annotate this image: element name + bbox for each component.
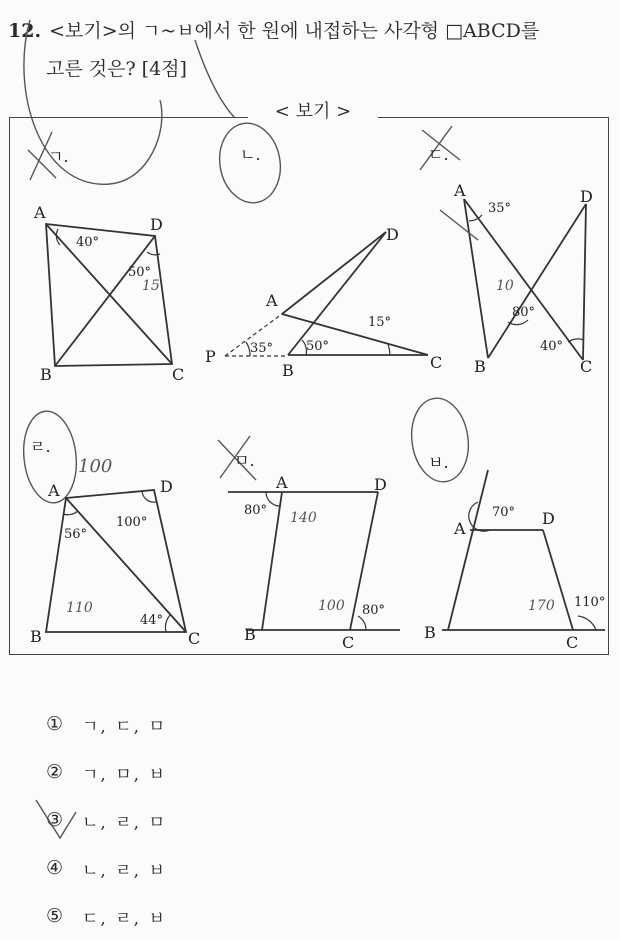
- bogi-title: < 보기 >: [248, 98, 378, 126]
- figure-f-label: ㅂ.: [428, 453, 449, 472]
- choice-5-number: ⑤: [46, 905, 64, 927]
- choice-2-text: ㄱ, ㅁ, ㅂ: [82, 764, 167, 785]
- choice-2[interactable]: [46, 748, 167, 796]
- fig-e-point-a: A: [276, 473, 288, 492]
- fig-d-angle-44: 44°: [140, 613, 164, 628]
- fig-e-angle-80b: 80°: [362, 603, 386, 618]
- hand-num-100a: 100: [78, 456, 113, 477]
- fig-a-point-a: A: [34, 203, 46, 222]
- fig-a-point-d: D: [150, 215, 163, 234]
- choice-4[interactable]: [46, 844, 167, 892]
- fig-b-point-p: P: [205, 347, 216, 366]
- fig-b-point-b: B: [282, 361, 294, 380]
- hand-num-170: 170: [528, 598, 555, 614]
- fig-b-point-a: A: [266, 291, 278, 310]
- fig-a-point-c: C: [172, 365, 185, 384]
- fig-c-point-a: A: [454, 181, 466, 200]
- hand-num-110: 110: [66, 600, 93, 616]
- choice-3-text: ㄴ, ㄹ, ㅁ: [82, 812, 167, 833]
- fig-b-point-c: C: [430, 353, 443, 372]
- fig-a-angle-50: 50°: [128, 265, 152, 280]
- fig-f-point-a: A: [454, 519, 466, 538]
- fig-f-point-d: D: [542, 509, 555, 528]
- hand-num-140: 140: [290, 510, 317, 526]
- fig-b-angle-35: 35°: [250, 341, 274, 356]
- fig-e-point-d: D: [374, 475, 387, 494]
- fig-c-point-c: C: [580, 357, 593, 376]
- figure-a-quad: [46, 224, 172, 366]
- fig-d-angle-100: 100°: [116, 515, 148, 530]
- pencil-tick: [195, 40, 235, 118]
- fig-d-point-d: D: [160, 477, 173, 496]
- choice-4-text: ㄴ, ㄹ, ㅂ: [82, 860, 167, 881]
- fig-c-point-d: D: [580, 187, 593, 206]
- question-number: 12.: [8, 20, 42, 42]
- question-text-2: 고른 것은? [4점]: [46, 58, 187, 80]
- figure-a-label: ㄱ.: [48, 147, 69, 166]
- fig-e-point-b: B: [244, 625, 256, 644]
- fig-f-angle-110: 110°: [574, 595, 606, 610]
- fig-a-angle-40: 40°: [76, 235, 100, 250]
- choice-5-text: ㄷ, ㄹ, ㅂ: [82, 908, 167, 929]
- fig-c-angle-80: 80°: [512, 305, 536, 320]
- figure-b-label: ㄴ.: [240, 145, 261, 164]
- fig-f-point-b: B: [424, 623, 436, 642]
- fig-f-point-c: C: [566, 633, 579, 652]
- figure-e-label: ㅁ.: [234, 451, 255, 470]
- hand-num-100b: 100: [318, 598, 345, 614]
- fig-b-angle-15: 15°: [368, 315, 392, 330]
- figure-b-lines: [225, 232, 428, 356]
- figure-d-label: ㄹ.: [30, 437, 51, 456]
- choice-1-number: ①: [46, 713, 64, 735]
- fig-e-point-c: C: [342, 633, 355, 652]
- hand-num-15: 15: [142, 278, 160, 294]
- fig-e-angle-80a: 80°: [244, 503, 268, 518]
- fig-d-point-c: C: [188, 629, 201, 648]
- figure-c-lines: [464, 199, 586, 360]
- fig-b-point-d: D: [386, 225, 399, 244]
- fig-c-angle-40: 40°: [540, 339, 564, 354]
- pencil-curve: [24, 20, 162, 184]
- fig-a-point-b: B: [40, 365, 52, 384]
- hand-num-10: 10: [496, 278, 514, 294]
- fig-f-angle-70: 70°: [492, 505, 516, 520]
- choice-2-number: ②: [46, 761, 64, 783]
- figure-c-label: ㄷ.: [428, 145, 449, 164]
- choice-4-number: ④: [46, 857, 64, 879]
- fig-c-angle-35: 35°: [488, 201, 512, 216]
- choice-1[interactable]: [46, 700, 167, 748]
- choice-5[interactable]: [46, 892, 167, 940]
- fig-d-point-a: A: [48, 481, 60, 500]
- choice-1-text: ㄱ, ㄷ, ㅁ: [82, 716, 167, 737]
- choice-3-number: ③: [46, 809, 64, 831]
- fig-b-angle-50: 50°: [306, 339, 330, 354]
- fig-d-angle-56: 56°: [64, 527, 88, 542]
- choice-3[interactable]: [46, 796, 167, 844]
- question-text-1: <보기>의 ㄱ~ㅂ에서 한 원에 내접하는 사각형 □ABCD를: [49, 20, 540, 42]
- slash-mark-c: [440, 210, 478, 240]
- answer-choices: [46, 700, 167, 940]
- fig-c-point-b: B: [474, 357, 486, 376]
- fig-d-point-b: B: [30, 627, 42, 646]
